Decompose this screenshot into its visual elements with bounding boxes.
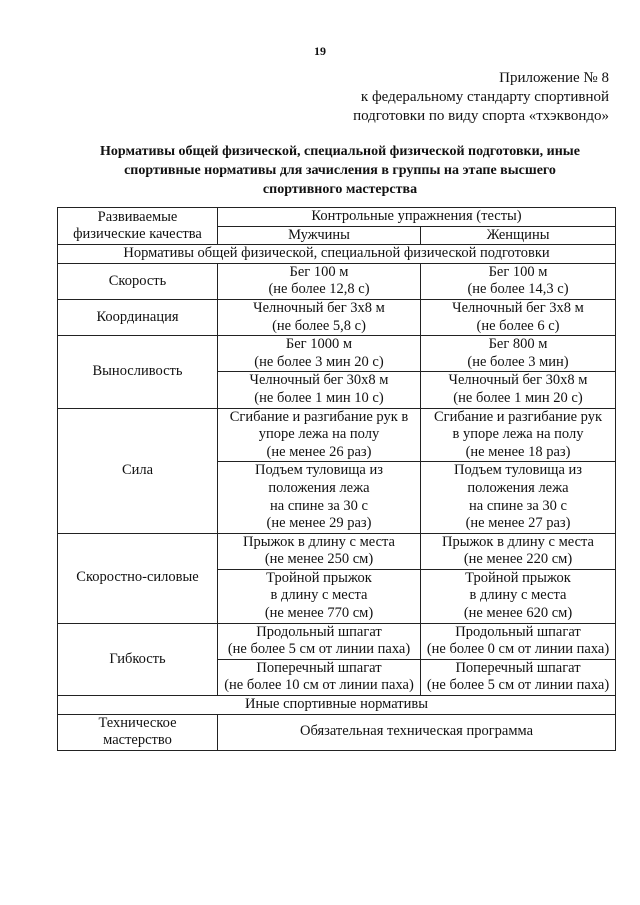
table-row [58, 714, 616, 750]
page-number: 19 [314, 44, 326, 58]
norms-table [57, 207, 616, 751]
cell-line: на спине за 30 с [270, 497, 368, 514]
section-general: Нормативы общей физической, специальной физической подготовки [58, 245, 616, 264]
appendix-heading [289, 69, 609, 126]
cell-line: Сгибание и разгибание рук [433, 408, 603, 425]
cell-line: в длину с места [469, 587, 567, 604]
cell-line: мастерство [103, 732, 172, 749]
cell-line: (не более 3 мин) [467, 353, 569, 370]
quality-cell: Скоростно-силовые [58, 533, 218, 623]
table-row [58, 336, 616, 372]
cell-line: Челночный бег 3x8 м [253, 299, 385, 316]
title-line: спортивные нормативы для зачисления в группы на этапе высшего [124, 163, 556, 178]
cell-line: Сгибание и разгибание рук в [229, 408, 409, 425]
women-cell [421, 263, 616, 299]
title-line: спортивного мастерства [262, 182, 418, 197]
cell-line: Подъем туловища из [454, 462, 582, 479]
cell-line: в длину с места [270, 587, 368, 604]
cell-line: Продольный шпагат [455, 623, 581, 640]
men-cell [218, 462, 421, 533]
cell-line: (не более 1 мин 10 с) [254, 389, 384, 406]
women-cell [421, 533, 616, 569]
men-cell [218, 299, 421, 335]
cell-line: на спине за 30 с [469, 497, 567, 514]
cell-line: Поперечный шпагат [256, 659, 382, 676]
cell-line: (не более 6 с) [476, 317, 560, 334]
section-row [58, 696, 616, 715]
cell-line: Подъем туловища из [255, 462, 383, 479]
cell-line: (не менее 26 раз) [266, 443, 372, 460]
table-row [58, 623, 616, 659]
table-row [58, 263, 616, 299]
cell-line: Бег 100 м [488, 263, 548, 280]
women-cell [421, 569, 616, 623]
women-cell [421, 408, 616, 462]
cell-line: Челночный бег 3x8 м [452, 299, 584, 316]
men-cell [218, 569, 421, 623]
cell-line: Челночный бег 30x8 м [249, 372, 389, 389]
men-cell [218, 623, 421, 659]
quality-cell: Скорость [58, 263, 218, 299]
cell-line: (не более 5 см от линии паха) [426, 677, 610, 694]
cell-line: в упоре лежа на полу [452, 426, 584, 443]
quality-cell: Выносливость [58, 336, 218, 408]
appendix-line: Приложение № 8 [499, 70, 609, 86]
cell-line: Техническое [98, 714, 177, 731]
table-row [58, 533, 616, 569]
cell-line: (не менее 250 см) [264, 551, 374, 568]
cell-line: Прыжок в длину с места [243, 533, 395, 550]
cell-line: упоре лежа на полу [258, 426, 380, 443]
cell-line: Поперечный шпагат [455, 659, 581, 676]
men-cell [218, 372, 421, 408]
cell-line: Бег 100 м [289, 263, 349, 280]
cell-line: (не более 14,3 с) [467, 281, 569, 298]
cell-line: (не более 3 мин 20 с) [254, 353, 384, 370]
cell-line: (не менее 220 см) [463, 551, 573, 568]
cell-line: Бег 800 м [488, 336, 548, 353]
header-men: Мужчины [218, 226, 421, 245]
women-cell [421, 372, 616, 408]
header-qualities [58, 208, 218, 245]
cell-line: (не более 5 см от линии паха) [227, 641, 411, 658]
cell-line: Тройной прыжок [266, 569, 372, 586]
cell-line: Бег 1000 м [285, 336, 353, 353]
section-row [58, 245, 616, 264]
cell-line: (не более 10 см от линии паха) [224, 677, 414, 694]
women-cell [421, 336, 616, 372]
cell-line: Прыжок в длину с места [442, 533, 594, 550]
document-title [70, 142, 610, 199]
table-row [58, 408, 616, 462]
cell-line: (не менее 770 см) [264, 605, 374, 622]
cell-line: (не менее 620 см) [463, 605, 573, 622]
men-cell [218, 336, 421, 372]
cell-line: Челночный бег 30x8 м [448, 372, 588, 389]
header-women: Женщины [421, 226, 616, 245]
quality-cell: Гибкость [58, 623, 218, 695]
quality-cell [58, 714, 218, 750]
header-text: физические качества [73, 226, 202, 243]
quality-cell: Координация [58, 299, 218, 335]
cell-line: (не более 0 см от линии паха) [426, 641, 610, 658]
cell-line: Продольный шпагат [256, 623, 382, 640]
men-cell [218, 533, 421, 569]
women-cell [421, 462, 616, 533]
cell-line: (не более 1 мин 20 с) [453, 389, 583, 406]
women-cell [421, 659, 616, 695]
section-other: Иные спортивные нормативы [58, 696, 616, 715]
technical-program-cell: Обязательная техническая программа [218, 714, 616, 750]
men-cell [218, 408, 421, 462]
men-cell [218, 659, 421, 695]
cell-line: (не менее 27 раз) [465, 515, 571, 532]
cell-line: (не более 12,8 с) [268, 281, 370, 298]
title-line: Нормативы общей физической, специальной физической подготовки, иные [100, 144, 580, 159]
men-cell [218, 263, 421, 299]
quality-cell: Сила [58, 408, 218, 533]
appendix-line: к федеральному стандарту спортивной [360, 89, 609, 105]
cell-line: (не менее 18 раз) [465, 443, 571, 460]
cell-line: положения лежа [467, 479, 569, 496]
cell-line: Тройной прыжок [465, 569, 571, 586]
cell-line: положения лежа [268, 479, 370, 496]
table-row [58, 299, 616, 335]
cell-line: (не менее 29 раз) [266, 515, 372, 532]
header-text: Развиваемые [97, 208, 178, 225]
table-header-row [58, 208, 616, 227]
cell-line: (не более 5,8 с) [272, 317, 366, 334]
appendix-line: подготовки по виду спорта «тхэквондо» [353, 108, 609, 124]
women-cell [421, 299, 616, 335]
women-cell [421, 623, 616, 659]
header-exercises: Контрольные упражнения (тесты) [218, 208, 616, 227]
